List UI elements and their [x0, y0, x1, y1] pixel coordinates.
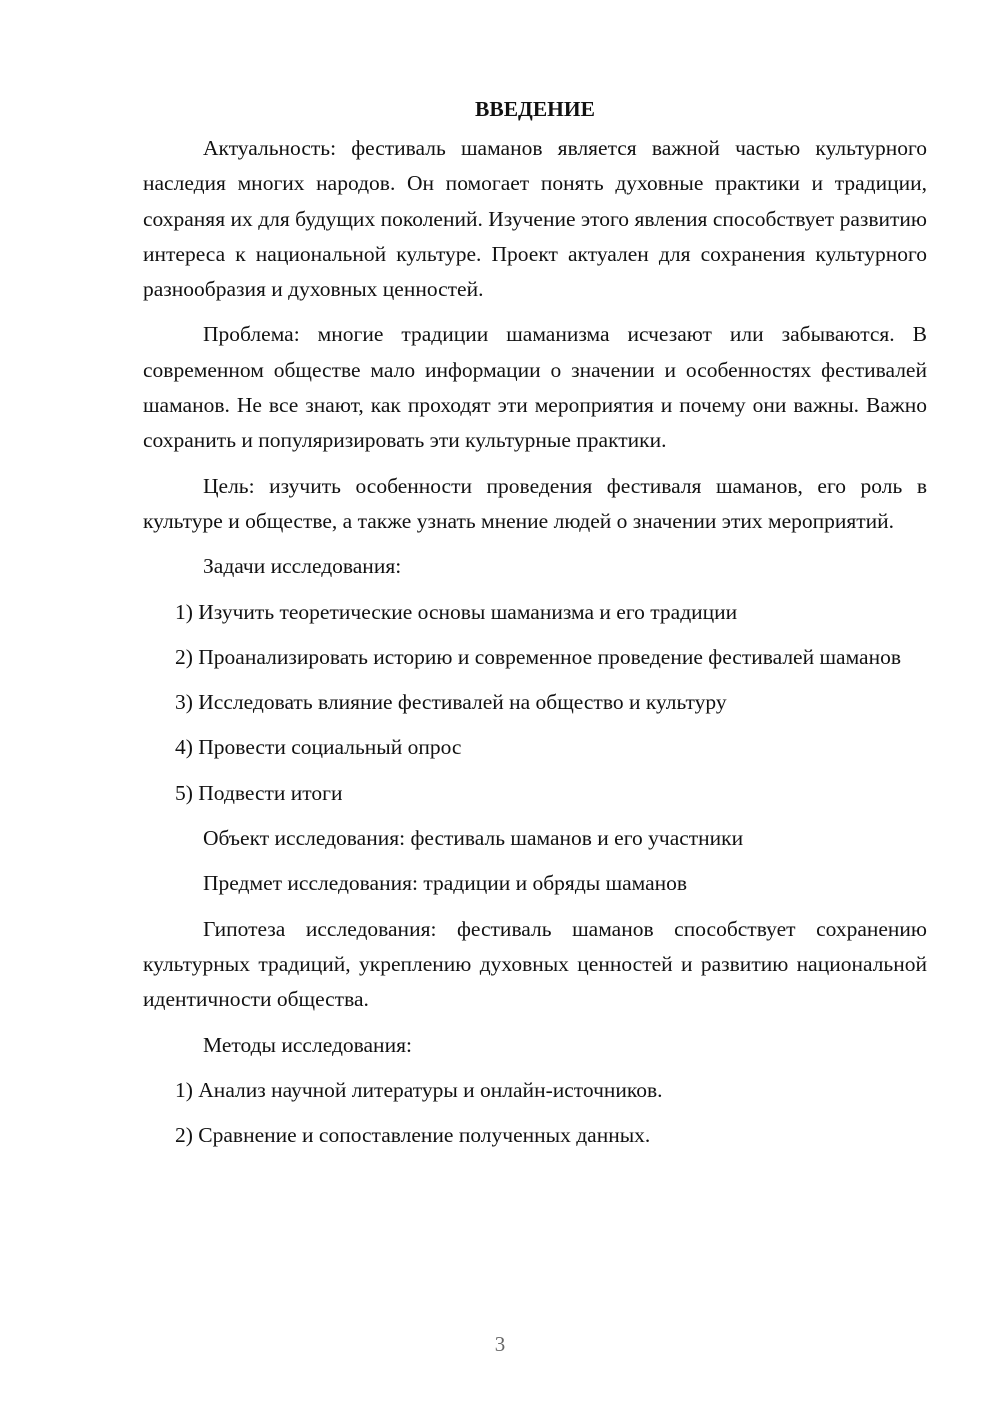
page-number: 3 [494, 1332, 506, 1356]
relevance-paragraph: Актуальность: фестиваль шаманов является важной частью культурного наследия многих народов. Он помогает понять духовные практики и традиции, сохраняя их для будущих поколений. Изучение этого явления способствует развитию интереса к национальной культуре. Проект актуален для сохранения культурного разнообразия и духовных ценностей. [143, 136, 927, 302]
task-item-3: 3) Исследовать влияние фестивалей на общество и культуру [175, 690, 727, 715]
task-item-4: 4) Провести социальный опрос [175, 735, 462, 760]
goal-paragraph: Цель: изучить особенности проведения фестиваля шаманов, его роль в культуре и обществе, а также узнать мнение людей о значении этих мероприятий. [143, 473, 927, 533]
tasks-heading: Задачи исследования: [203, 554, 402, 579]
section-title: ВВЕДЕНИЕ [475, 97, 595, 121]
task-item-5: 5) Подвести итоги [175, 780, 343, 805]
page-content [143, 92, 927, 1163]
research-subject: Предмет исследования: традиции и обряды шаманов [203, 871, 688, 896]
method-item-1: 1) Анализ научной литературы и онлайн-источников. [175, 1077, 663, 1102]
method-item-2: 2) Сравнение и сопоставление полученных данных. [175, 1123, 651, 1148]
research-object: Объект исследования: фестиваль шаманов и его участники [203, 826, 744, 851]
hypothesis-paragraph: Гипотеза исследования: фестиваль шаманов способствует сохранению культурных традиций, укреплению духовных ценностей и развитию национальной идентичности общества. [143, 916, 927, 1012]
task-item-2: 2) Проанализировать историю и современное проведение фестивалей шаманов [175, 644, 901, 669]
problem-paragraph: Проблема: многие традиции шаманизма исчезают или забываются. В современном обществе мало информации о значении и особенностях фестивалей шаманов. Не все знают, как проходят эти мероприятия и почему они важны. Важно сохранить и популяризировать эти культурные практики. [143, 322, 927, 453]
methods-heading: Методы исследования: [203, 1032, 412, 1057]
task-item-1: 1) Изучить теоретические основы шаманизма и его традиции [175, 599, 738, 624]
